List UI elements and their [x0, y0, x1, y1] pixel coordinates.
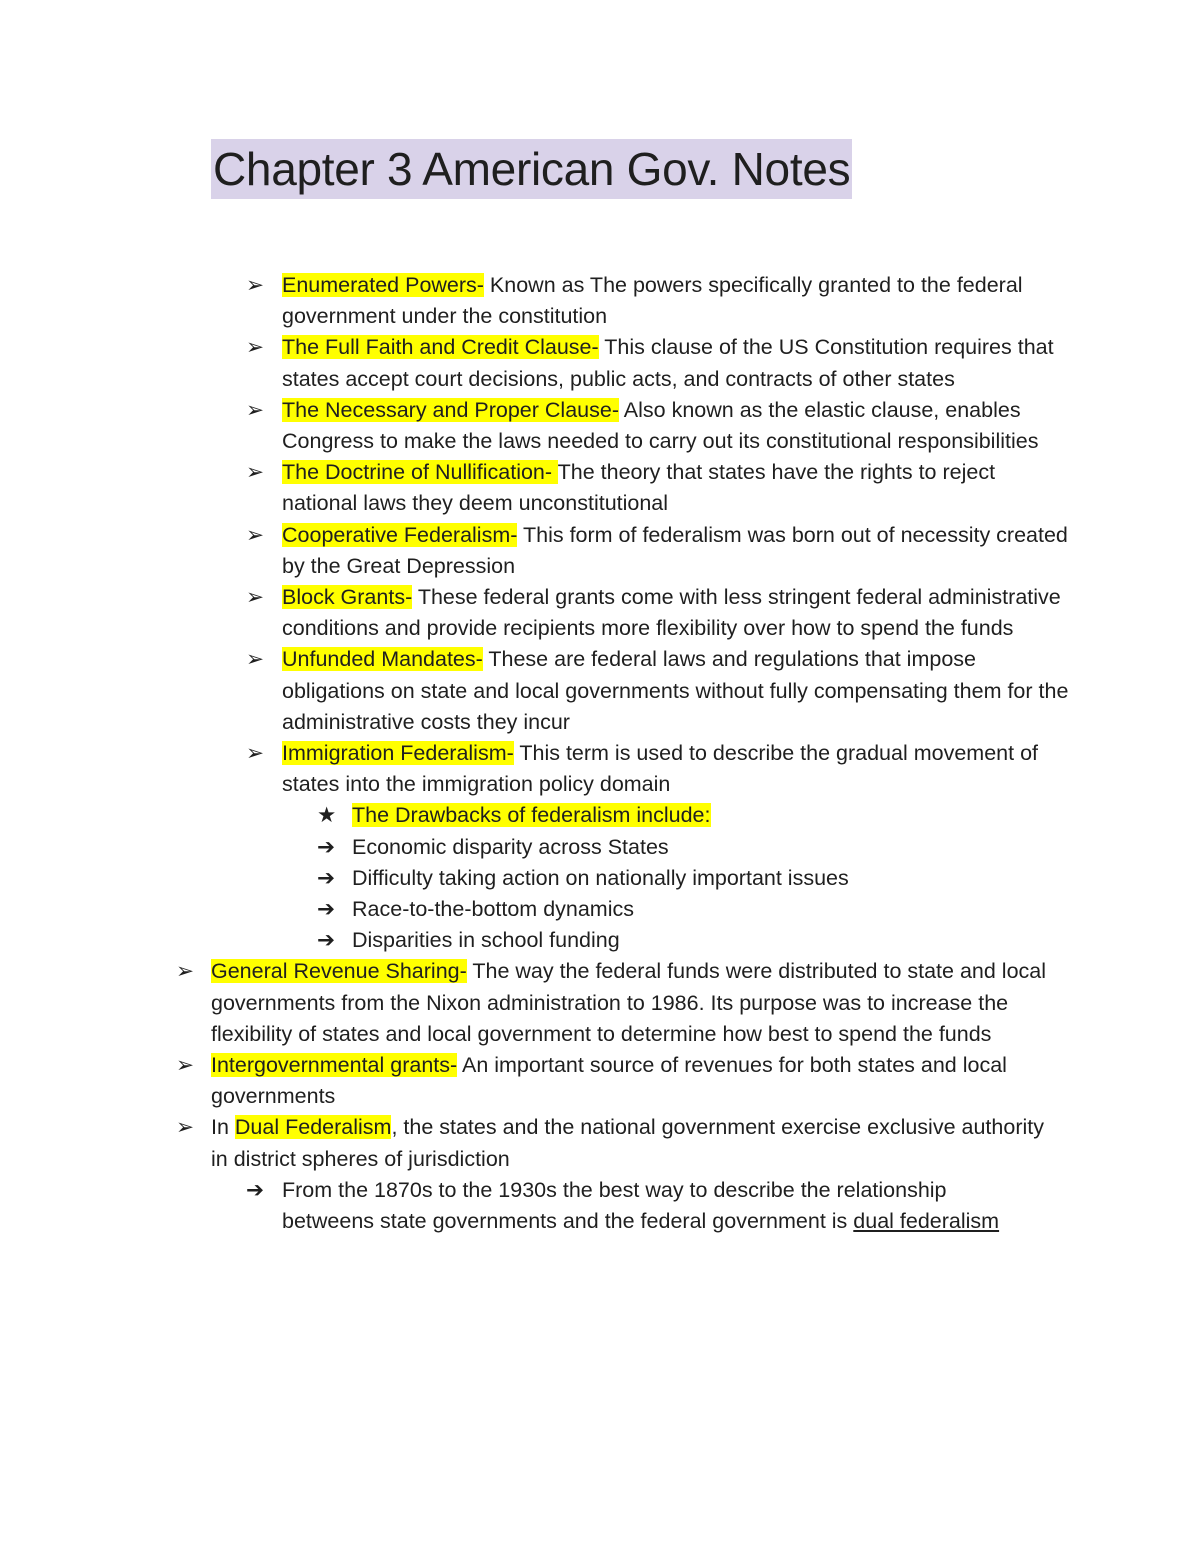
list-item — [0, 332, 1200, 394]
term-highlight: The Doctrine of Nullification- — [282, 460, 558, 485]
triangle-bullet-icon: ➢ — [176, 1115, 195, 1141]
list-item — [0, 582, 1200, 644]
triangle-bullet-icon: ➢ — [246, 647, 265, 673]
list-item — [0, 395, 1200, 457]
list-item — [0, 1175, 1200, 1237]
term-highlight: The Full Faith and Credit Clause- — [282, 335, 599, 360]
term-highlight: Cooperative Federalism- — [282, 522, 518, 547]
triangle-bullet-icon: ➢ — [246, 585, 265, 611]
list-item — [0, 520, 1200, 582]
term-definition: These are federal laws and regulations that impose obligations on state and local governments without fully compensating them for the administrative costs they incur — [282, 647, 1069, 734]
term-highlight: Immigration Federalism- — [282, 741, 514, 766]
term-definition: The theory that states have the rights to reject national laws they deem unconstitutional — [282, 460, 996, 516]
triangle-bullet-icon: ➢ — [176, 959, 195, 985]
list-item — [0, 1050, 1200, 1112]
list-item — [0, 1112, 1200, 1174]
notes-list — [0, 270, 1200, 1237]
term-highlight: Intergovernmental grants- — [211, 1053, 458, 1078]
list-item — [0, 832, 1200, 863]
triangle-bullet-icon: ➢ — [246, 460, 265, 486]
dual-sub-text: From the 1870s to the 1930s the best way to describe the relationship betweens state governments and the federal government is — [282, 1177, 947, 1234]
term-definition: The way the federal funds were distributed to state and local governments from the Nixon administration to 1986. Its purpose was to increase the flexibility of states and local government to determine how best to spend the funds — [211, 959, 1047, 1046]
term-highlight: Enumerated Powers- — [282, 273, 484, 297]
page-title: Chapter 3 American Gov. Notes — [211, 139, 852, 199]
term-definition: An important source of revenues for both states and local governments — [211, 1053, 1007, 1109]
arrow-bullet-icon: ➔ — [317, 834, 336, 860]
triangle-bullet-icon: ➢ — [246, 522, 265, 548]
term-definition: This clause of the US Constitution requires that states accept court decisions, public acts, and contracts of other states — [282, 335, 1054, 391]
term-highlight: General Revenue Sharing- — [211, 959, 467, 984]
drawback-text: Difficulty taking action on nationally important issues — [352, 865, 849, 890]
triangle-bullet-icon: ➢ — [246, 741, 265, 767]
term-definition: This form of federalism was born out of necessity created by the Great Depression — [282, 522, 1068, 578]
drawback-text: Economic disparity across States — [352, 834, 669, 859]
term-highlight: The Necessary and Proper Clause- — [282, 397, 619, 422]
term-highlight: Unfunded Mandates- — [282, 647, 483, 672]
term-definition: Known as The powers specifically granted to the federal government under the constitution — [282, 273, 1023, 329]
list-item — [0, 457, 1200, 519]
term-highlight: Block Grants- — [282, 585, 413, 610]
star-bullet-icon: ★ — [317, 803, 337, 829]
arrow-bullet-icon: ➔ — [246, 1177, 265, 1203]
list-item — [0, 738, 1200, 800]
dual-prefix: In — [211, 1115, 235, 1140]
arrow-bullet-icon: ➔ — [317, 928, 336, 954]
list-item — [0, 644, 1200, 738]
drawbacks-heading: The Drawbacks of federalism include: — [352, 803, 711, 828]
list-item — [0, 956, 1200, 1050]
list-item — [0, 925, 1200, 956]
term-definition: These federal grants come with less stringent federal administrative conditions and provide recipients more flexibility over how to spend the funds — [282, 585, 1061, 641]
term-highlight: Dual Federalism — [234, 1115, 392, 1140]
drawbacks-heading-item — [0, 800, 1200, 831]
triangle-bullet-icon: ➢ — [176, 1053, 195, 1079]
arrow-bullet-icon: ➔ — [317, 897, 336, 923]
drawback-text: Disparities in school funding — [352, 928, 620, 953]
list-item — [0, 270, 1200, 332]
term-definition: This term is used to describe the gradual movement of states into the immigration policy domain — [282, 741, 1039, 797]
list-item — [0, 894, 1200, 925]
drawback-text: Race-to-the-bottom dynamics — [352, 897, 634, 922]
dual-underlined-term: dual federalism — [853, 1209, 1000, 1234]
triangle-bullet-icon: ➢ — [246, 397, 265, 423]
triangle-bullet-icon: ➢ — [246, 273, 265, 298]
term-definition: , the states and the national government exercise exclusive authority in district spheres of jurisdiction — [211, 1115, 1044, 1171]
term-definition: Also known as the elastic clause, enables Congress to make the laws needed to carry out its constitutional responsibilities — [282, 397, 1039, 454]
list-item — [0, 863, 1200, 894]
triangle-bullet-icon: ➢ — [246, 335, 265, 361]
arrow-bullet-icon: ➔ — [317, 865, 336, 891]
